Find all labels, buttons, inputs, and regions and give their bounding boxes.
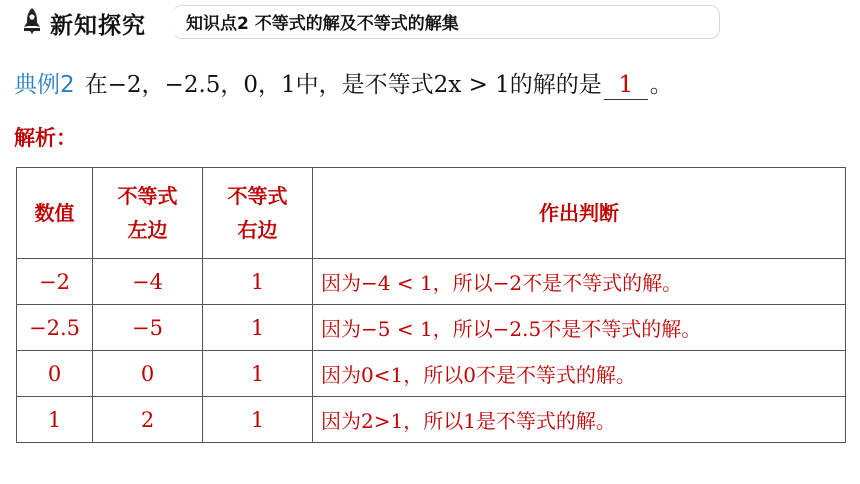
cell-left: −4 bbox=[93, 259, 203, 305]
cell-value: 0 bbox=[17, 351, 93, 397]
cell-value: 1 bbox=[17, 397, 93, 443]
answer-blank: 1 bbox=[604, 71, 648, 100]
cell-value: −2.5 bbox=[17, 305, 93, 351]
table-row bbox=[17, 397, 846, 443]
question-text: 在−2，−2.5，0，1中，是不等式2x > 1的解的是 bbox=[84, 72, 602, 98]
header-value-line: 数值 bbox=[34, 201, 75, 225]
header-right-line-1: 不等式 bbox=[227, 184, 288, 208]
solution-table bbox=[16, 167, 846, 443]
header-judgment-line: 作出判断 bbox=[539, 201, 619, 225]
table-row bbox=[17, 351, 846, 397]
example-question bbox=[14, 66, 673, 102]
header-right-side bbox=[203, 168, 313, 259]
cell-left: 0 bbox=[93, 351, 203, 397]
cell-right: 1 bbox=[203, 351, 313, 397]
table-row bbox=[17, 259, 846, 305]
cell-judgment: 因为−4 < 1，所以−2不是不等式的解。 bbox=[313, 259, 846, 305]
header-left-side bbox=[93, 168, 203, 259]
cell-judgment: 因为2>1，所以1是不等式的解。 bbox=[313, 397, 846, 443]
header-right-line-2: 右边 bbox=[237, 218, 278, 242]
cell-left: −5 bbox=[93, 305, 203, 351]
cell-left: 2 bbox=[93, 397, 203, 443]
analysis-label: 解析： bbox=[14, 126, 77, 150]
cell-right: 1 bbox=[203, 259, 313, 305]
question-end: 。 bbox=[649, 72, 673, 98]
header bbox=[0, 0, 860, 44]
header-judgment bbox=[313, 168, 846, 259]
example-label: 典例2 bbox=[14, 72, 75, 98]
rocket-icon bbox=[20, 7, 44, 35]
table-header-row bbox=[17, 168, 846, 259]
table-row bbox=[17, 305, 846, 351]
topic-label: 知识点2 不等式的解及不等式的解集 bbox=[186, 14, 459, 34]
cell-right: 1 bbox=[203, 397, 313, 443]
cell-judgment: 因为0<1，所以0不是不等式的解。 bbox=[313, 351, 846, 397]
header-left-line-1: 不等式 bbox=[117, 184, 178, 208]
header-left-line-2: 左边 bbox=[127, 218, 168, 242]
cell-right: 1 bbox=[203, 305, 313, 351]
header-value bbox=[17, 168, 93, 259]
cell-judgment: 因为−5 < 1，所以−2.5不是不等式的解。 bbox=[313, 305, 846, 351]
cell-value: −2 bbox=[17, 259, 93, 305]
section-title: 新知探究 bbox=[50, 13, 146, 39]
